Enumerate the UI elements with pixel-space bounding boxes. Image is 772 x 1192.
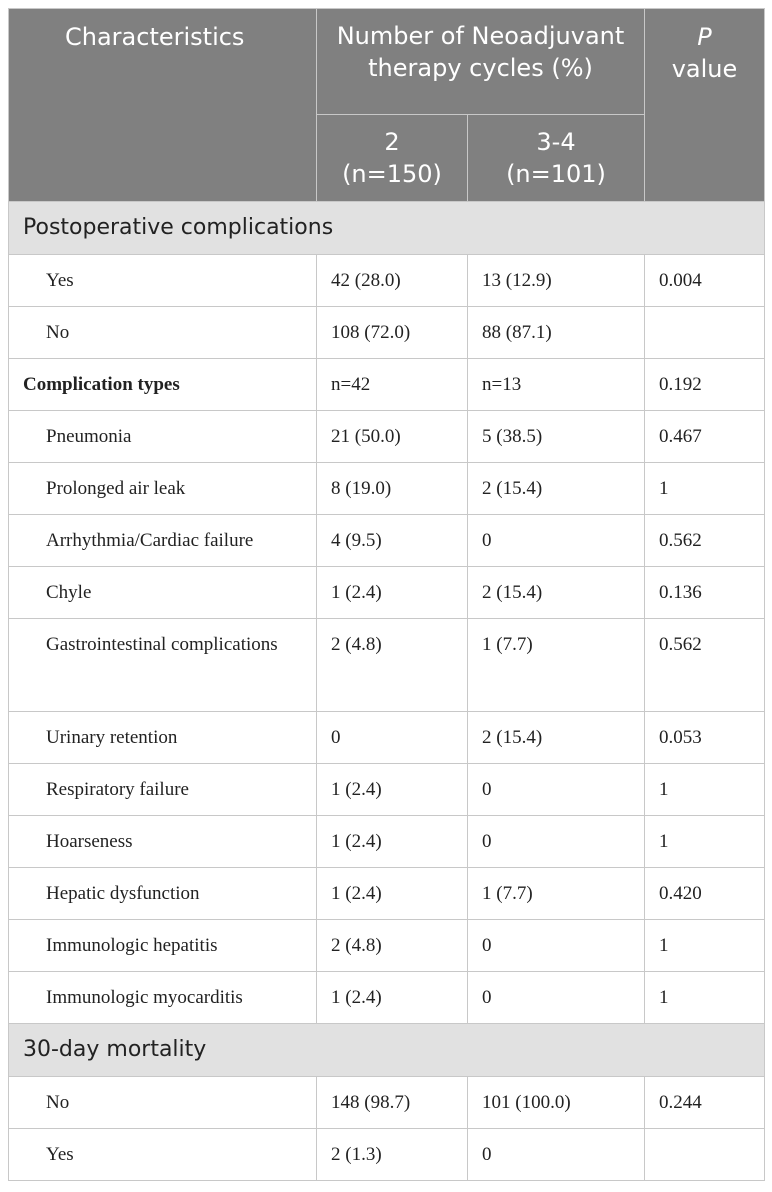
cell-2-cycles: 1 (2.4) (317, 764, 468, 816)
table-row (9, 359, 765, 411)
table-row (9, 411, 765, 463)
cell-3-4-cycles: 2 (15.4) (468, 463, 645, 515)
cell-2-cycles: 8 (19.0) (317, 463, 468, 515)
section-row-mortality (9, 1024, 765, 1077)
cell-3-4-cycles: 0 (468, 764, 645, 816)
table-row (9, 816, 765, 868)
row-label: Immunologic hepatitis (9, 920, 317, 972)
row-label: Pneumonia (9, 411, 317, 463)
cell-2-cycles: 2 (1.3) (317, 1129, 468, 1181)
table-row (9, 764, 765, 816)
row-label: Urinary retention (9, 712, 317, 764)
cell-2-cycles: 1 (2.4) (317, 868, 468, 920)
table-row (9, 463, 765, 515)
cell-2-cycles: 148 (98.7) (317, 1077, 468, 1129)
cell-p-value: 1 (645, 972, 765, 1024)
row-label: Immunologic myocarditis (9, 972, 317, 1024)
table-row (9, 515, 765, 567)
row-label: No (9, 307, 317, 359)
cell-3-4-cycles: 88 (87.1) (468, 307, 645, 359)
cell-p-value: 0.136 (645, 567, 765, 619)
cell-3-4-cycles: 13 (12.9) (468, 255, 645, 307)
cell-3-4-cycles: 5 (38.5) (468, 411, 645, 463)
header-col-3-value: 3-4 (536, 128, 576, 156)
table-row (9, 307, 765, 359)
header-col-2-cycles (317, 115, 468, 202)
cell-2-cycles: 21 (50.0) (317, 411, 468, 463)
cell-3-4-cycles: 0 (468, 1129, 645, 1181)
cell-3-4-cycles: 0 (468, 972, 645, 1024)
cell-2-cycles: 108 (72.0) (317, 307, 468, 359)
table-row (9, 1077, 765, 1129)
table-row (9, 567, 765, 619)
row-label: Hoarseness (9, 816, 317, 868)
cell-p-value: 1 (645, 816, 765, 868)
row-label: Gastrointestinal complications (9, 619, 317, 712)
header-p-letter: P (697, 23, 712, 51)
row-label: Chyle (9, 567, 317, 619)
row-label: No (9, 1077, 317, 1129)
cell-p-value: 1 (645, 920, 765, 972)
results-table-container (8, 8, 764, 1181)
section-title: Postoperative complications (9, 202, 765, 255)
row-label: Hepatic dysfunction (9, 868, 317, 920)
section-row-postoperative (9, 202, 765, 255)
header-col-2-n: (n=150) (342, 160, 442, 188)
row-label: Respiratory failure (9, 764, 317, 816)
cell-p-value (645, 307, 765, 359)
cell-3-4-cycles: 2 (15.4) (468, 712, 645, 764)
cell-2-cycles: n=42 (317, 359, 468, 411)
table-body (9, 202, 765, 1181)
cell-3-4-cycles: 0 (468, 816, 645, 868)
cell-p-value: 1 (645, 764, 765, 816)
header-col-3-n: (n=101) (506, 160, 606, 188)
cell-p-value: 0.004 (645, 255, 765, 307)
table-row (9, 868, 765, 920)
header-p-value (645, 9, 765, 202)
cell-p-value: 0.420 (645, 868, 765, 920)
header-p-word: value (671, 55, 738, 83)
cell-3-4-cycles: 0 (468, 920, 645, 972)
cell-p-value: 0.053 (645, 712, 765, 764)
cell-2-cycles: 1 (2.4) (317, 816, 468, 868)
header-col-2-value: 2 (384, 128, 400, 156)
table-header (9, 9, 765, 202)
cell-2-cycles: 1 (2.4) (317, 567, 468, 619)
row-label: Yes (9, 255, 317, 307)
cell-2-cycles: 0 (317, 712, 468, 764)
table-row (9, 712, 765, 764)
table-row (9, 255, 765, 307)
complications-table (8, 8, 765, 1181)
cell-3-4-cycles: 101 (100.0) (468, 1077, 645, 1129)
cell-p-value: 0.467 (645, 411, 765, 463)
cell-3-4-cycles: 1 (7.7) (468, 619, 645, 712)
cell-p-value (645, 1129, 765, 1181)
header-characteristics: Characteristics (9, 9, 317, 202)
cell-p-value: 0.192 (645, 359, 765, 411)
cell-p-value: 0.244 (645, 1077, 765, 1129)
header-col-3-4-cycles (468, 115, 645, 202)
cell-3-4-cycles: 1 (7.7) (468, 868, 645, 920)
cell-p-value: 0.562 (645, 515, 765, 567)
cell-3-4-cycles: 2 (15.4) (468, 567, 645, 619)
cell-2-cycles: 1 (2.4) (317, 972, 468, 1024)
cell-p-value: 0.562 (645, 619, 765, 712)
cell-2-cycles: 42 (28.0) (317, 255, 468, 307)
cell-2-cycles: 2 (4.8) (317, 920, 468, 972)
table-row (9, 972, 765, 1024)
table-row (9, 920, 765, 972)
row-label: Arrhythmia/Cardiac failure (9, 515, 317, 567)
row-label: Yes (9, 1129, 317, 1181)
section-title: 30-day mortality (9, 1024, 765, 1077)
cell-p-value: 1 (645, 463, 765, 515)
cell-3-4-cycles: 0 (468, 515, 645, 567)
cell-2-cycles: 2 (4.8) (317, 619, 468, 712)
table-row (9, 619, 765, 712)
table-row (9, 1129, 765, 1181)
cell-3-4-cycles: n=13 (468, 359, 645, 411)
cell-2-cycles: 4 (9.5) (317, 515, 468, 567)
row-label: Prolonged air leak (9, 463, 317, 515)
row-label: Complication types (9, 359, 317, 411)
header-cycles-group: Number of Neoadjuvant therapy cycles (%) (317, 9, 645, 115)
